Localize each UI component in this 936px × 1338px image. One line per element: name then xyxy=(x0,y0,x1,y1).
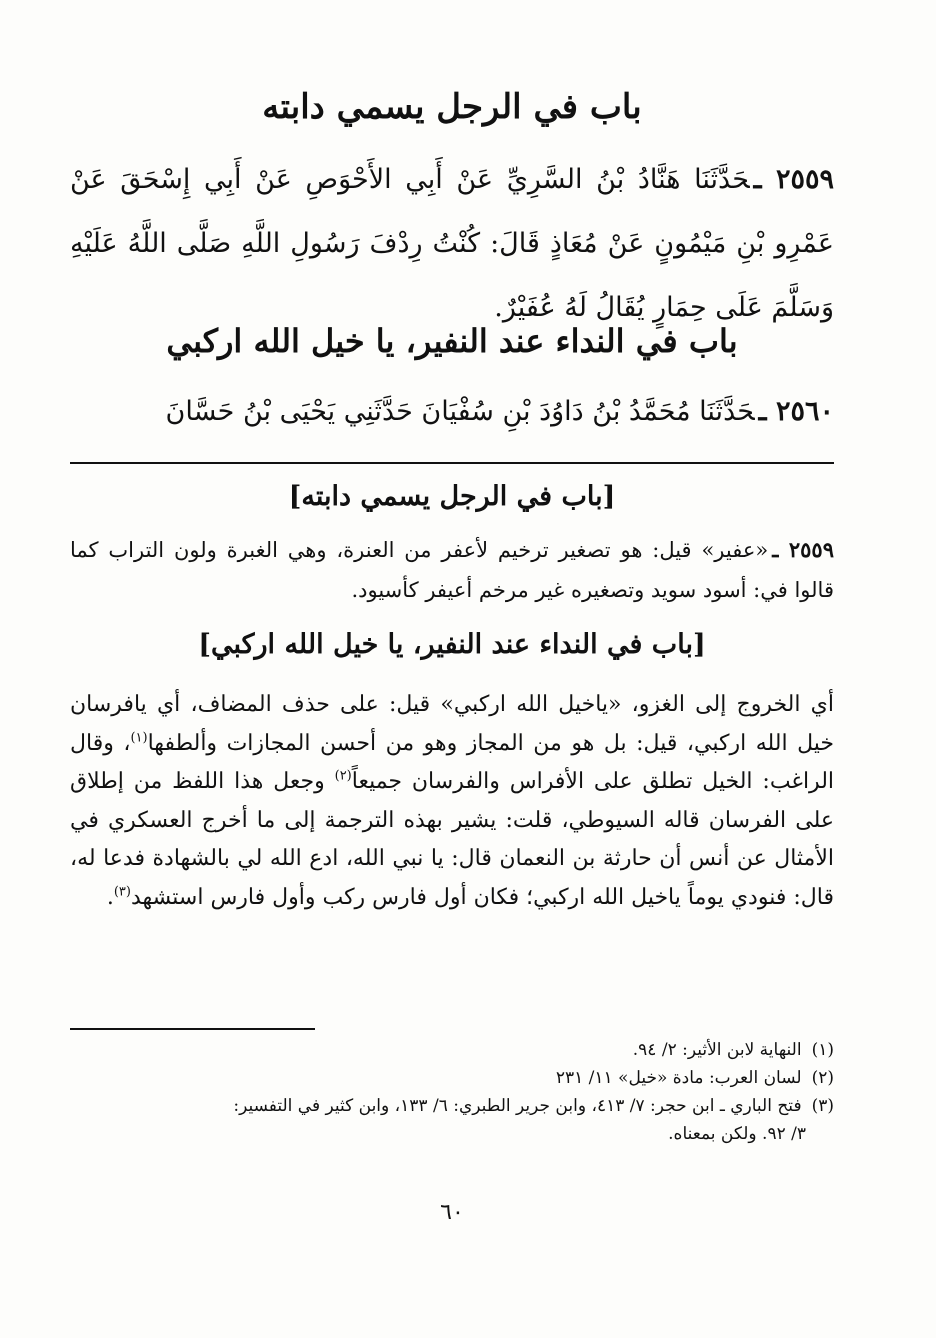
hadith-text: حَدَّثَنَا هَنَّادُ بْنُ السَّرِيِّ عَنْ أَبِي الأَحْوَصِ عَنْ أَبِي إِسْحَقَ عَنْ عَمْرِو بْنِ مَيْمُونٍ عَنْ مُعَاذٍ قَالَ: كُنْتُ رِدْفَ رَسُولِ اللَّهِ صَلَّى اللَّهُ عَلَيْهِ وَسَلَّمَ عَلَى حِمَارٍ يُقَالُ لَهُ عُفَيْرٌ. xyxy=(70,164,834,323)
commentary-text-part2: ، وقال الراغب: الخيل تطلق على الأفراس والفرسان جميعاً xyxy=(70,730,835,794)
commentary-2559 xyxy=(70,530,834,610)
footnote-1 xyxy=(70,1036,834,1064)
footnote-number: (٣) xyxy=(811,1096,834,1116)
footnote-divider xyxy=(70,1028,315,1030)
hadith-2560 xyxy=(70,380,834,444)
footnote-text: النهاية لابن الأثير: ٢/ ٩٤. xyxy=(632,1040,802,1060)
footnotes-list xyxy=(70,1036,834,1148)
hadith-text: حَدَّثَنَا مُحَمَّدُ بْنُ دَاوُدَ بْنِ سُفْيَانَ حَدَّثَنِي يَحْيَى بْنُ حَسَّانَ xyxy=(165,396,755,427)
commentary-text: «عفير» قيل: هو تصغير ترخيم لأعفر من العنرة، وهي الغبرة ولون التراب كما قالوا في: أسود سويد وتصغيره غير مرخم أعيفر كأسيود. xyxy=(70,538,834,602)
footnote-number: (١) xyxy=(811,1040,834,1060)
commentary-text-part1: أي الخروج إلى الغزو، «ياخيل الله اركبي» قيل: على حذف المضاف، أي يافرسان خيل الله اركبي، قيل: بل هو من المجاز وهو من أحسن المجازات وألطفها xyxy=(70,692,835,756)
footnote-3 xyxy=(70,1092,834,1120)
hadith-number: ٢٥٦٠ ـ xyxy=(758,396,834,427)
chapter-heading-naming-mount: باب في الرجل يسمي دابته xyxy=(262,87,642,127)
commentary-heading-naming-mount: [باب في الرجل يسمي دابته] xyxy=(288,481,616,512)
page-number: ٦٠ xyxy=(440,1200,464,1225)
book-page xyxy=(70,70,834,1300)
footnote-text: فتح الباري ـ ابن حجر: ٧/ ٤١٣، وابن جرير الطبري: ٦/ ١٣٣، وابن كثير في التفسير: xyxy=(233,1096,802,1116)
footnote-ref-1[interactable]: (١) xyxy=(130,730,148,746)
hadith-number: ٢٥٥٩ ـ xyxy=(753,164,834,195)
footnote-ref-2[interactable]: (٢) xyxy=(334,768,352,784)
commentary-text-part3: وجعل هذا اللفظ من إطلاق على الفرسان قاله السيوطي، قلت: يشير بهذه الترجمة إلى ما أخرج العسكري في الأمثال عن أنس أن حارثة بن النعمان قال: يا نبي الله، ادع الله لي بالشهادة فدعا له، قال: فنودي يوماً ياخيل الله اركبي؛ فكان أول فارس ركب وأول فارس استشهد xyxy=(70,769,834,910)
footnote-number: (٢) xyxy=(811,1068,834,1088)
footnote-2 xyxy=(70,1064,834,1092)
commentary-2560 xyxy=(70,686,834,917)
commentary-heading-call-to-arms: [باب في النداء عند النفير، يا خيل الله اركبي] xyxy=(198,629,706,660)
footnote-text: لسان العرب: مادة «خيل» ١١/ ٢٣١ xyxy=(555,1068,802,1088)
commentary-text-part4: . xyxy=(106,884,114,910)
commentary-divider xyxy=(70,462,834,464)
footnote-ref-3[interactable]: (٣) xyxy=(113,884,131,900)
hadith-2559 xyxy=(70,148,834,340)
chapter-heading-call-to-arms: باب في النداء عند النفير، يا خيل الله اركبي xyxy=(166,322,738,360)
commentary-number: ٢٥٥٩ ـ xyxy=(772,537,834,562)
footnote-3-continuation: ٣/ ٩٢. ولكن بمعناه. xyxy=(668,1124,806,1144)
